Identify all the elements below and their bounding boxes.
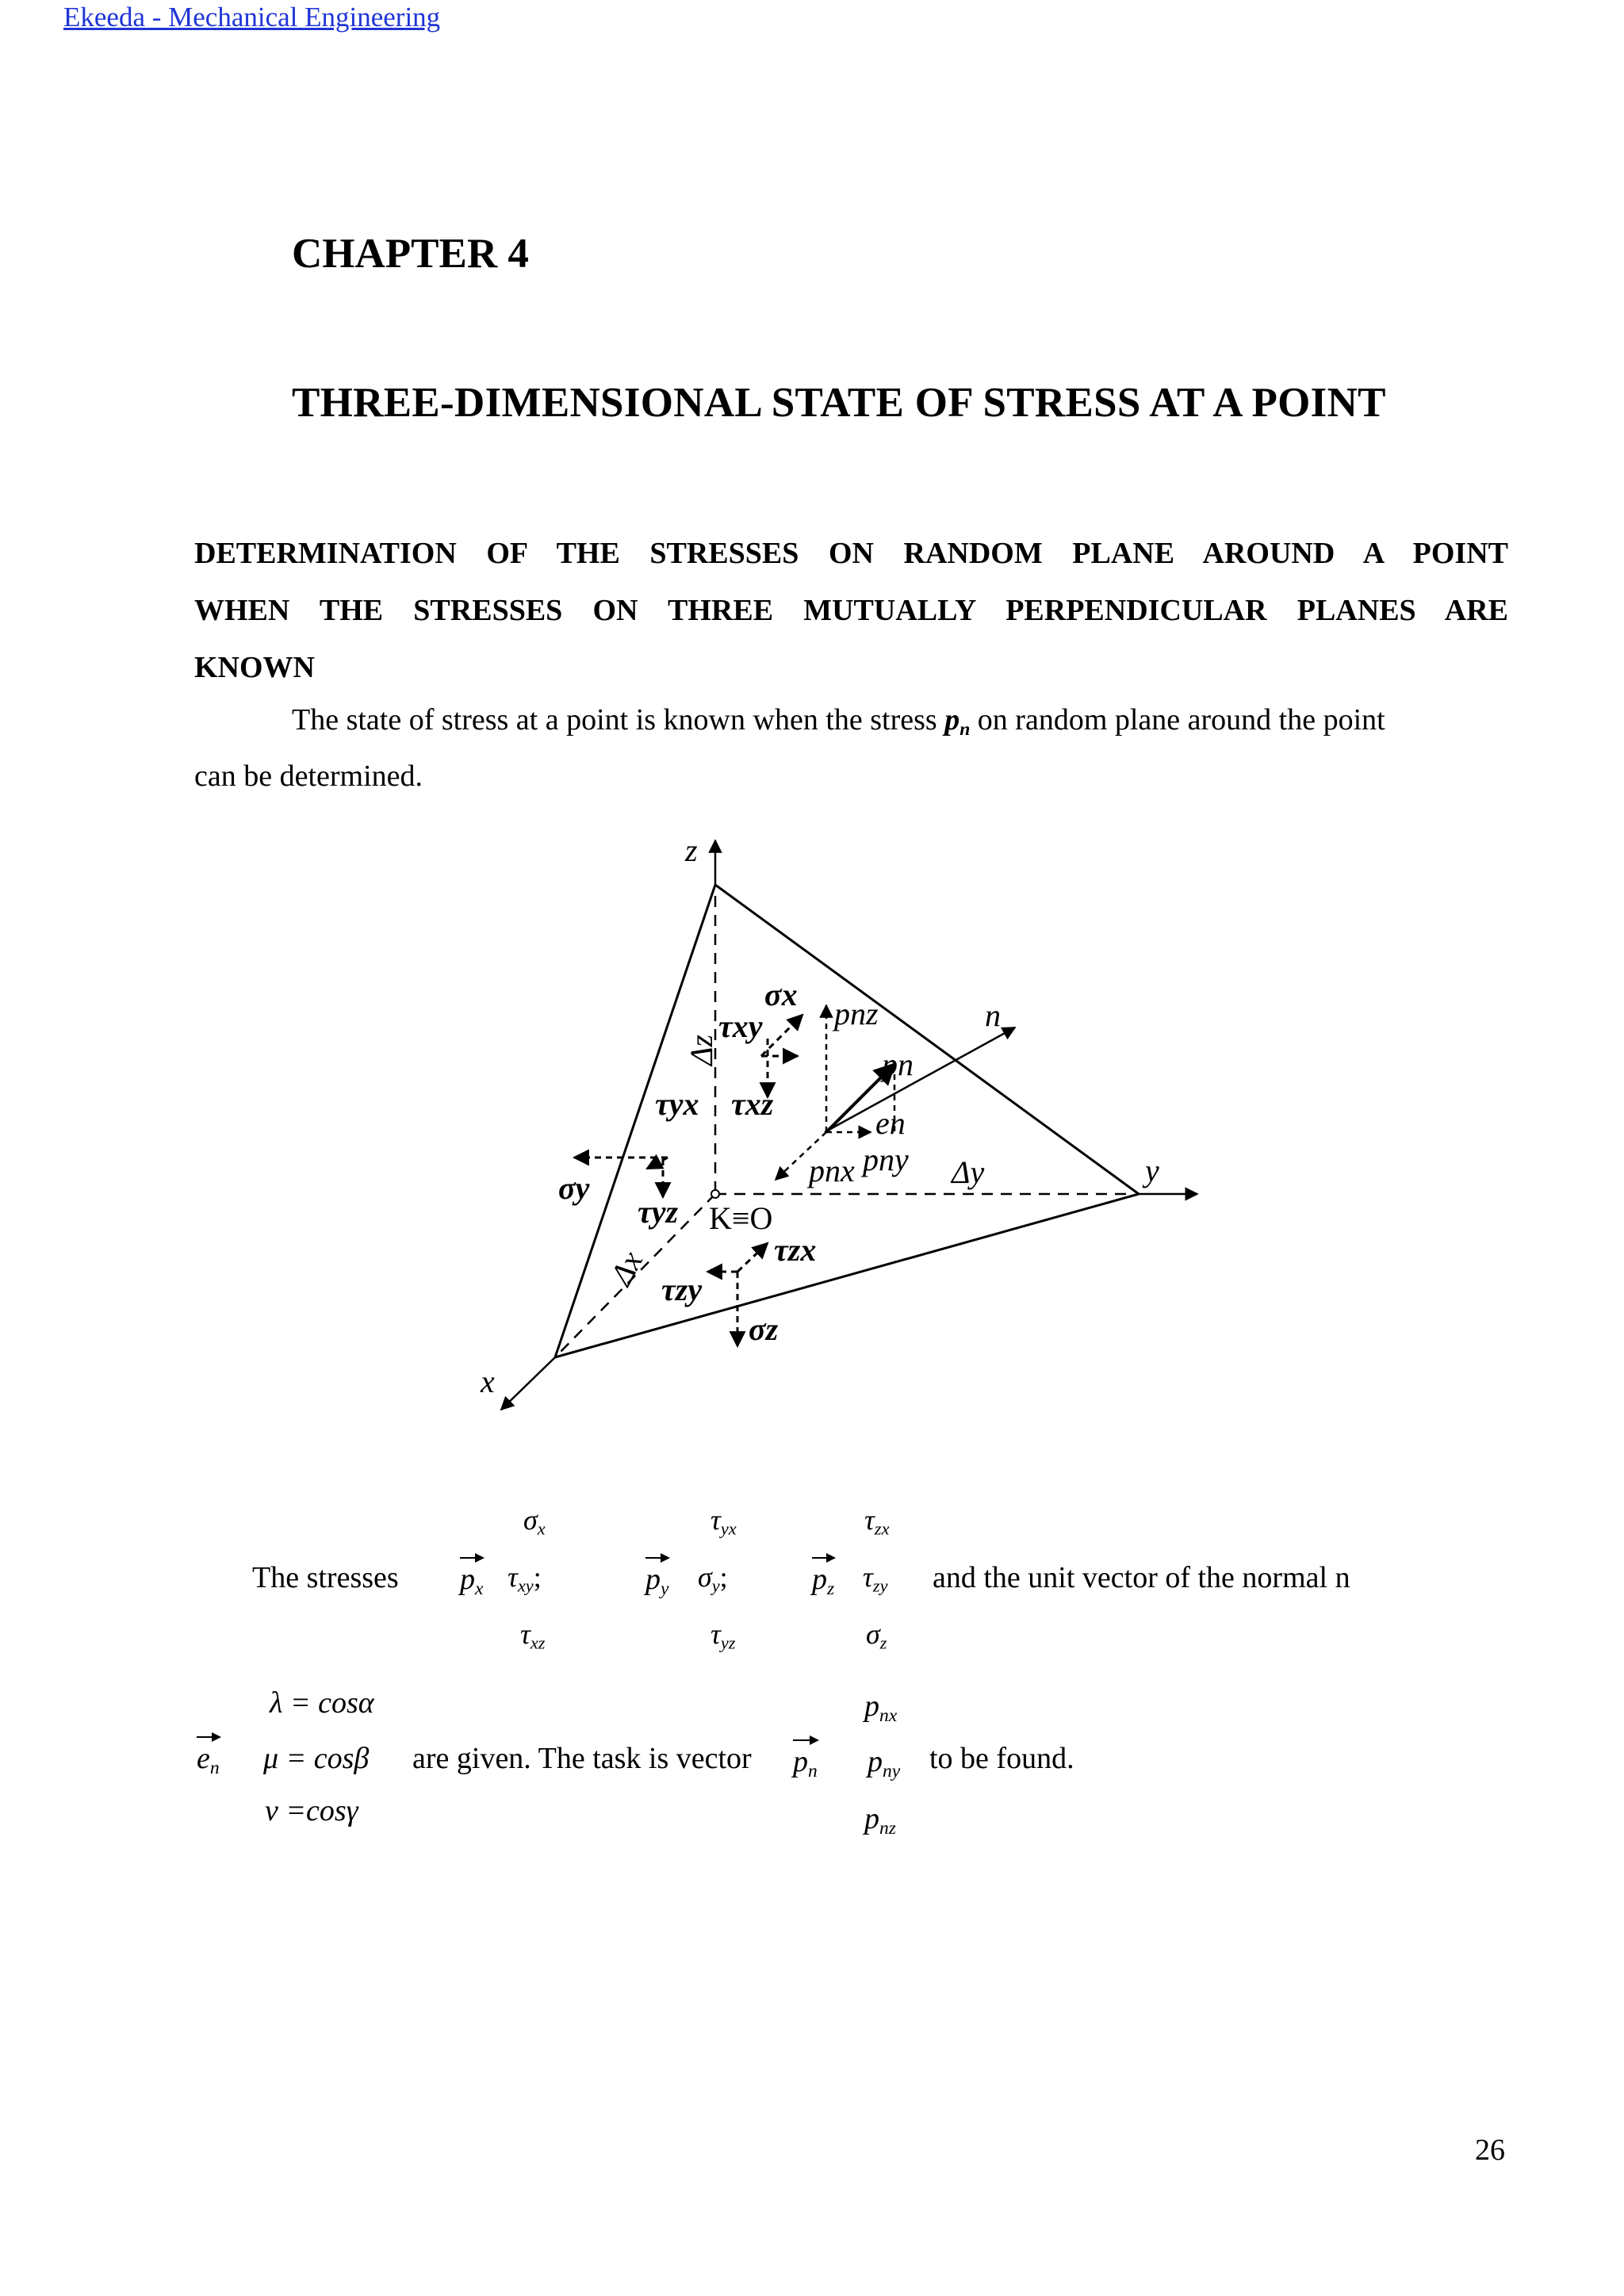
en-vector: $e_n$ bbox=[197, 1742, 220, 1779]
mu-cos: μ = cosβ bbox=[263, 1742, 370, 1775]
tau-yz-label: τyz bbox=[638, 1194, 679, 1230]
en-label: en bbox=[875, 1105, 906, 1141]
delta-z-label: Δz bbox=[684, 1034, 719, 1066]
intro-text-part-1: The state of stress at a point is known when the stress bbox=[292, 703, 945, 737]
header-link[interactable]: Ekeeda - Mechanical Engineering bbox=[63, 2, 441, 33]
pz-top: $\tau_{zx}$ bbox=[864, 1504, 890, 1539]
tau-yx-arrow bbox=[647, 1158, 668, 1169]
pz-vector: $p_z$ bbox=[812, 1563, 835, 1600]
intro-text-part-2: on random plane around the point bbox=[970, 703, 1385, 737]
py-mid: $\sigma_y$; bbox=[698, 1561, 728, 1596]
px-bottom: $\tau_{xz}$ bbox=[520, 1618, 546, 1653]
origin-label: K≡O bbox=[709, 1200, 773, 1236]
intro-stress-symbol: p bbox=[944, 703, 960, 737]
pn-vector: $p_n$ bbox=[793, 1745, 818, 1782]
py-top: $\tau_{yx}$ bbox=[710, 1504, 737, 1539]
pnx-component: $p_{nx}$ bbox=[864, 1689, 898, 1727]
sigma-x-label: σx bbox=[764, 977, 798, 1012]
py-bottom: $\tau_{yz}$ bbox=[710, 1618, 736, 1653]
tau-yx-label: τyx bbox=[655, 1086, 699, 1122]
pz-mid: $\tau_{zy}$ bbox=[863, 1561, 888, 1596]
to-be-found-text: to be found. bbox=[929, 1742, 1074, 1775]
py-vector: $p_y$ bbox=[645, 1563, 669, 1600]
pnx-label: pnx bbox=[809, 1153, 855, 1188]
chapter-label: CHAPTER 4 bbox=[292, 231, 529, 277]
stresses-suffix: and the unit vector of the normal n bbox=[933, 1561, 1350, 1594]
pz-bottom: $\sigma_z$ bbox=[866, 1618, 887, 1653]
pn-label: pn bbox=[882, 1047, 914, 1082]
tetrahedron-figure bbox=[444, 825, 1237, 1427]
tau-zy-label: τzy bbox=[661, 1272, 703, 1307]
normal-n-axis bbox=[825, 1027, 1015, 1132]
page-number: 26 bbox=[1475, 2133, 1505, 2167]
lambda-cos: λ = cosα bbox=[270, 1686, 374, 1720]
intro-paragraph-line-1 bbox=[292, 702, 1385, 740]
delta-x-label: Δx bbox=[603, 1245, 650, 1292]
tau-zx-arrow bbox=[737, 1243, 768, 1272]
tau-xz-label: τxz bbox=[731, 1086, 774, 1122]
intro-paragraph-line-2: can be determined. bbox=[194, 760, 423, 793]
pny-component: $p_{ny}$ bbox=[868, 1745, 901, 1782]
chapter-title: THREE-DIMENSIONAL STATE OF STRESS AT A POINT bbox=[292, 380, 1386, 426]
pny-label: pny bbox=[863, 1142, 909, 1177]
stresses-prefix: The stresses bbox=[252, 1561, 399, 1594]
x-axis-arrow bbox=[501, 1357, 555, 1410]
section-heading-line-2: WHEN THE STRESSES ON THREE MUTUALLY PERPENDICULAR PLANES ARE bbox=[194, 594, 1508, 627]
normal-n-label: n bbox=[985, 997, 1001, 1033]
x-axis-label: x bbox=[481, 1364, 495, 1399]
delta-y-label: Δy bbox=[952, 1154, 985, 1190]
pnz-label: pnz bbox=[834, 996, 879, 1031]
y-axis-label: y bbox=[1145, 1153, 1159, 1188]
z-axis-label: z bbox=[685, 832, 698, 868]
sigma-y-label: σy bbox=[558, 1170, 590, 1206]
nu-cos: ν =cosγ bbox=[265, 1794, 358, 1827]
given-text: are given. The task is vector bbox=[412, 1742, 752, 1775]
pnz-component: $p_{nz}$ bbox=[864, 1802, 896, 1839]
section-heading-line-1: DETERMINATION OF THE STRESSES ON RANDOM PLANE AROUND A POINT bbox=[194, 537, 1508, 570]
px-vector: $p_x$ bbox=[460, 1563, 484, 1600]
px-top: $\sigma_x$ bbox=[523, 1504, 546, 1539]
intro-stress-symbol-sub: n bbox=[959, 719, 971, 740]
tau-zx-label: τzx bbox=[774, 1232, 817, 1268]
origin-point bbox=[711, 1190, 719, 1198]
tau-xy-label: τxy bbox=[718, 1008, 763, 1044]
sigma-z-label: σz bbox=[749, 1311, 779, 1347]
px-mid: $\tau_{xy}$; bbox=[508, 1561, 542, 1596]
section-heading-line-3: KNOWN bbox=[194, 651, 315, 684]
